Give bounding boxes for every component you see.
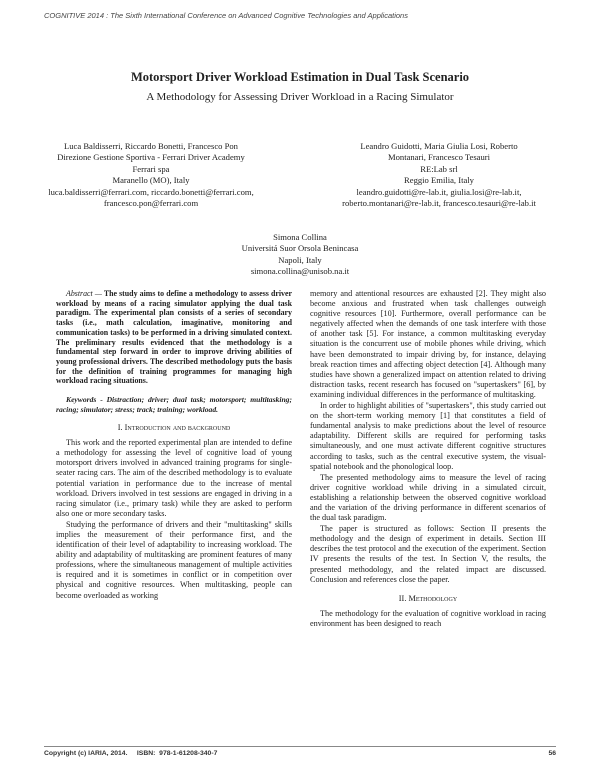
page-number: 56 (548, 750, 556, 757)
author-line: Simona Collina (273, 232, 327, 242)
author-block-left (20, 141, 282, 209)
body-paragraph: The presented methodology aims to measure the level of racing driver cognitive workload while driving in a simulated circuit, establishing a relationship between the observed cognitive workload and the variation of the driving performance in different scenarios of the dual task paradigm. (310, 472, 546, 523)
footer-copyright: Copyright (c) IARIA, 2014. ISBN: 978-1-61208-340-7 (44, 750, 218, 757)
author-line: Maranello (MO), Italy (112, 175, 190, 186)
abstract (56, 289, 292, 386)
author-line: Reggio Emilia, Italy (404, 175, 474, 186)
body-paragraph: The methodology for the evaluation of cognitive workload in racing environment has been designed to reach (310, 608, 546, 628)
abstract-label: Abstract — (66, 289, 102, 298)
body-paragraph: The paper is structured as follows: Section II presents the methodology and the design of experiment in details. Section III describes the test protocol and the execution of the experiment. Section IV presents the results of the test. In Section V, the results, the presented methodology, and the related impact are discussed. Conclusion and references close the paper. (310, 524, 546, 584)
author-line: Leandro Guidotti, Maria Giulia Losi, Roberto (360, 141, 518, 151)
right-column (310, 289, 546, 630)
left-column (56, 289, 292, 602)
body-paragraph: This work and the reported experimental plan are intended to define a methodology for assessing the level of cognitive load of young motorsport drivers involved in advanced training programs for single-seater racing cars. The aim of the described methodology is to evaluate potential variation in performance due to the increase of mental workload. Drivers involved in test sessions are engaged in driving in a racing simulator (i.e., primary task) while they are asked to perform also one or more secondary tasks. (56, 438, 292, 518)
author-line: Montanari, Francesco Tesauri (387, 152, 491, 163)
section-heading-method: II. Methodology (398, 593, 458, 603)
author-line: Ferrari spa (132, 163, 170, 174)
author-line: simona.collina@unisob.na.it (250, 266, 350, 277)
abstract-text: The study aims to define a methodology to assess driver workload by means of a racing simulator applying the dual task paradigm. The experimental plan consists of a series of secondary tasks (i.e., math calculation, imaginative, monitoring and communication tasks) to be performed in a driving simulated context. The preliminary results evidenced that the methodology is a fundamental step forward in order to improve driving abilities of young professional drivers. The described methodology puts the basis for the definition of training programmes for managing high workload racing situations. (56, 289, 293, 386)
author-line: RE:Lab srl (420, 163, 458, 174)
author-line: francesco.pon@ferrari.com (103, 198, 199, 209)
footer-rule (44, 746, 556, 747)
conference-header: COGNITIVE 2014 : The Sixth International Conference on Advanced Cognitive Technologies and Applications (44, 11, 408, 20)
author-line: Luca Baldisserri, Riccardo Bonetti, Francesco Pon (64, 141, 238, 151)
author-line: Universitá Suor Orsola Benincasa (241, 243, 359, 254)
keywords: Keywords - Distraction; driver; dual task; motorsport; multitasking; racing; simulator; stress; track; training; workload. (56, 395, 292, 414)
body-paragraph: In order to highlight abilities of "supertaskers", this study carried out on the short-term working memory [1] that constitutes a field of fundamental analysis to make predictions about the level of resource adaptability. Different skills are required for performing tasks simultaneously, and one must activate different cognitive structures according to tasks, such as the central executive system, the visual-spatial notebook and the phonological loop. (310, 401, 546, 471)
author-line: Napoli, Italy (278, 254, 322, 265)
author-block-center (170, 232, 430, 278)
paper-title: Motorsport Driver Workload Estimation in Dual Task Scenario (130, 70, 470, 84)
author-block-right (308, 141, 570, 209)
body-paragraph: memory and attentional resources are exhausted [2]. They might also become anxious and frustrated when task challenges outweigh cognitive resources [10]. Furthermore, overall performance can be negatively affected when the demands of one task interfere with those of another task [5]. For instance, a common multitasking everyday situation is the concurrent use of mobile phones while driving, which have been demonstrated to impair driving by, for instance, delaying break reaction times and affecting object detection [4]. Although many studies have shown a generalized impact on attention related to driving distraction tasks, recent research has focused on "supertaskers" [6], by examining individual differences in the performance of multitasking. (310, 289, 546, 399)
author-line: roberto.montanari@re-lab.it, francesco.tesauri@re-lab.it (342, 198, 536, 209)
paper-subtitle: A Methodology for Assessing Driver Workload in a Racing Simulator (146, 91, 454, 103)
author-line: luca.baldisserri@ferrari.com, riccardo.bonetti@ferrari.com, (48, 186, 254, 197)
author-line: leandro.guidotti@re-lab.it, giulia.losi@re-lab.it, (356, 186, 522, 197)
body-paragraph: Studying the performance of drivers and their "multitasking" skills implies the measurement of their performance first, and the identification of their level of adaptability to increasing workload. The ability and adaptability of multitasking are prominent features of many professions, where the simultaneous management of multiple activities is required and it is sometimes in conflict or in competition over physical and cognitive resources. When multitasking, people can become overloaded as working (56, 519, 292, 600)
author-line: Direzione Gestione Sportiva - Ferrari Driver Academy (57, 152, 245, 163)
section-heading-intro: I. Introduction and background (117, 423, 231, 433)
